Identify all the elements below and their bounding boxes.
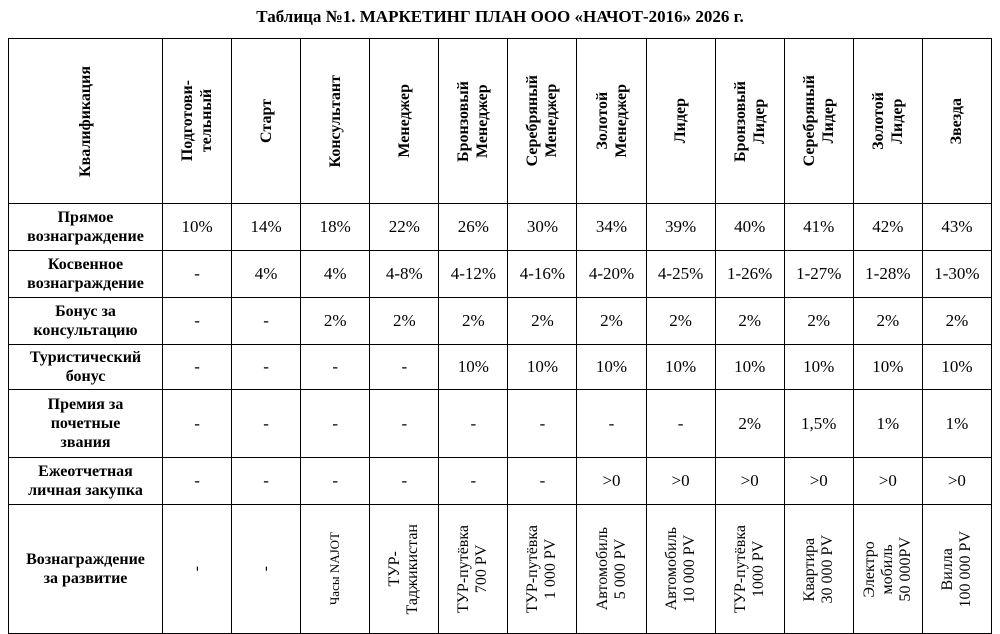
level-header: Подготови- тельный [179,80,216,162]
table-cell: 18% [301,204,370,251]
development-cell [163,505,232,634]
table-cell: 10% [646,345,715,390]
level-header-cell [646,39,715,204]
table-cell: 4-12% [439,251,508,298]
level-header: Бронзовый Лидер [731,80,768,162]
level-header-cell [232,39,301,204]
table-cell: 4-20% [577,251,646,298]
table-cell: >0 [715,458,784,505]
development-cell [370,505,439,634]
table-cell: - [646,390,715,458]
table-title: Таблица №1. МАРКЕТИНГ ПЛАН ООО «НАЧОТ-2016» 2026 г. [256,7,744,26]
development-cell [232,505,301,634]
development-reward: - [188,566,206,572]
row-label: Премия за почетные звания [9,390,163,458]
level-header-cell [577,39,646,204]
table-row [9,390,992,458]
table-cell: 10% [922,345,991,390]
table-cell: 1-26% [715,251,784,298]
development-reward: Квартира 30 000 PV [800,534,836,604]
table-cell: 14% [232,204,301,251]
table-cell: 1-30% [922,251,991,298]
table-cell: 39% [646,204,715,251]
table-cell: >0 [853,458,922,505]
table-cell: 2% [370,298,439,345]
table-cell: - [163,458,232,505]
development-cell [715,505,784,634]
table-cell: 30% [508,204,577,251]
development-cell [922,505,991,634]
qualification-header: Квалификация [77,65,94,177]
table-cell: 2% [715,390,784,458]
level-header: Серебряный Лидер [800,75,837,167]
table-cell: - [439,390,508,458]
table-cell: - [163,345,232,390]
table-cell: - [163,251,232,298]
table-row [9,204,992,251]
level-header-cell [163,39,232,204]
table-cell: 1,5% [784,390,853,458]
table-cell: 4-25% [646,251,715,298]
development-cell [646,505,715,634]
table-cell: 10% [439,345,508,390]
development-reward: Часы NAJOT [327,532,343,606]
table-cell: - [370,345,439,390]
table-cell: - [163,298,232,345]
table-cell: 40% [715,204,784,251]
level-header: Консультант [326,74,344,168]
development-cell [439,505,508,634]
marketing-plan-table [8,38,992,634]
table-cell: 26% [439,204,508,251]
level-header: Бронзовый Менеджер [455,80,492,162]
table-cell: >0 [577,458,646,505]
level-header-cell [439,39,508,204]
table-cell: 10% [163,204,232,251]
development-reward: Автомобиль 5 000 PV [593,527,629,611]
development-reward: Электро мобиль 50 000PV [860,536,914,602]
level-header: Серебряный Менеджер [524,75,561,167]
table-row [9,251,992,298]
level-header-cell [715,39,784,204]
development-reward: - [257,566,275,572]
table-cell: 1-28% [853,251,922,298]
table-cell: >0 [646,458,715,505]
table-cell: 41% [784,204,853,251]
table-cell: >0 [922,458,991,505]
table-cell: 10% [577,345,646,390]
level-header: Золотой Лидер [869,92,906,150]
table-cell: 4-16% [508,251,577,298]
table-cell: - [301,345,370,390]
table-cell: 10% [715,345,784,390]
development-reward: ТУР-путёвка 1 000 PV [524,524,560,614]
table-cell: - [232,390,301,458]
table-cell: - [370,458,439,505]
table-cell: >0 [784,458,853,505]
table-cell: 43% [922,204,991,251]
table-cell: 2% [853,298,922,345]
development-cell [508,505,577,634]
development-cell [784,505,853,634]
development-reward: ТУР-путёвка 1000 PV [731,524,767,614]
table-cell: - [508,458,577,505]
development-cell [853,505,922,634]
table-row [9,345,992,390]
development-cell [577,505,646,634]
table-cell: 10% [853,345,922,390]
table-cell: 4% [232,251,301,298]
level-header: Лидер [672,98,690,144]
table-cell: 34% [577,204,646,251]
level-header-cell [301,39,370,204]
table-cell: 4-8% [370,251,439,298]
level-header-cell [922,39,991,204]
development-cell [301,505,370,634]
table-cell: 2% [922,298,991,345]
table-cell: 10% [784,345,853,390]
table-cell: 2% [784,298,853,345]
table-cell: 2% [577,298,646,345]
development-reward: ТУР- Таджикистан [386,523,422,615]
row-label: Вознаграждение за развитие [9,505,163,634]
development-reward: ТУР-путёвка 700 PV [455,524,491,614]
table-cell: 2% [301,298,370,345]
row-label: Ежеотчетная личная закупка [9,458,163,505]
table-cell: 22% [370,204,439,251]
table-row [9,458,992,505]
row-label: Косвенное вознаграждение [9,251,163,298]
table-row [9,298,992,345]
table-cell: 2% [646,298,715,345]
row-label: Прямое вознаграждение [9,204,163,251]
level-header: Звезда [948,97,966,145]
table-cell: 2% [508,298,577,345]
table-cell: - [301,390,370,458]
level-header-cell [370,39,439,204]
development-row [9,505,992,634]
table-cell: - [577,390,646,458]
table-cell: - [232,298,301,345]
level-header: Золотой Менеджер [593,84,630,158]
table-cell: - [232,345,301,390]
level-header: Старт [257,99,275,143]
level-header-cell [853,39,922,204]
qualification-header-cell [9,39,163,204]
level-header: Менеджер [395,84,413,158]
table-cell: 4% [301,251,370,298]
table-cell: - [232,458,301,505]
table-cell: 2% [715,298,784,345]
table-cell: 1-27% [784,251,853,298]
row-label: Бонус за консультацию [9,298,163,345]
table-cell: - [163,390,232,458]
table-cell: - [301,458,370,505]
table-cell: 1% [853,390,922,458]
table-cell: 10% [508,345,577,390]
development-reward: Автомобиль 10 000 PV [662,527,698,611]
development-reward: Вилла 100 000 PV [938,530,974,608]
table-cell: 1% [922,390,991,458]
row-label: Туристический бонус [9,345,163,390]
table-cell: - [370,390,439,458]
header-row [9,39,992,204]
table-cell: 42% [853,204,922,251]
table-cell: - [508,390,577,458]
level-header-cell [784,39,853,204]
table-cell: 2% [439,298,508,345]
level-header-cell [508,39,577,204]
table-cell: - [439,458,508,505]
